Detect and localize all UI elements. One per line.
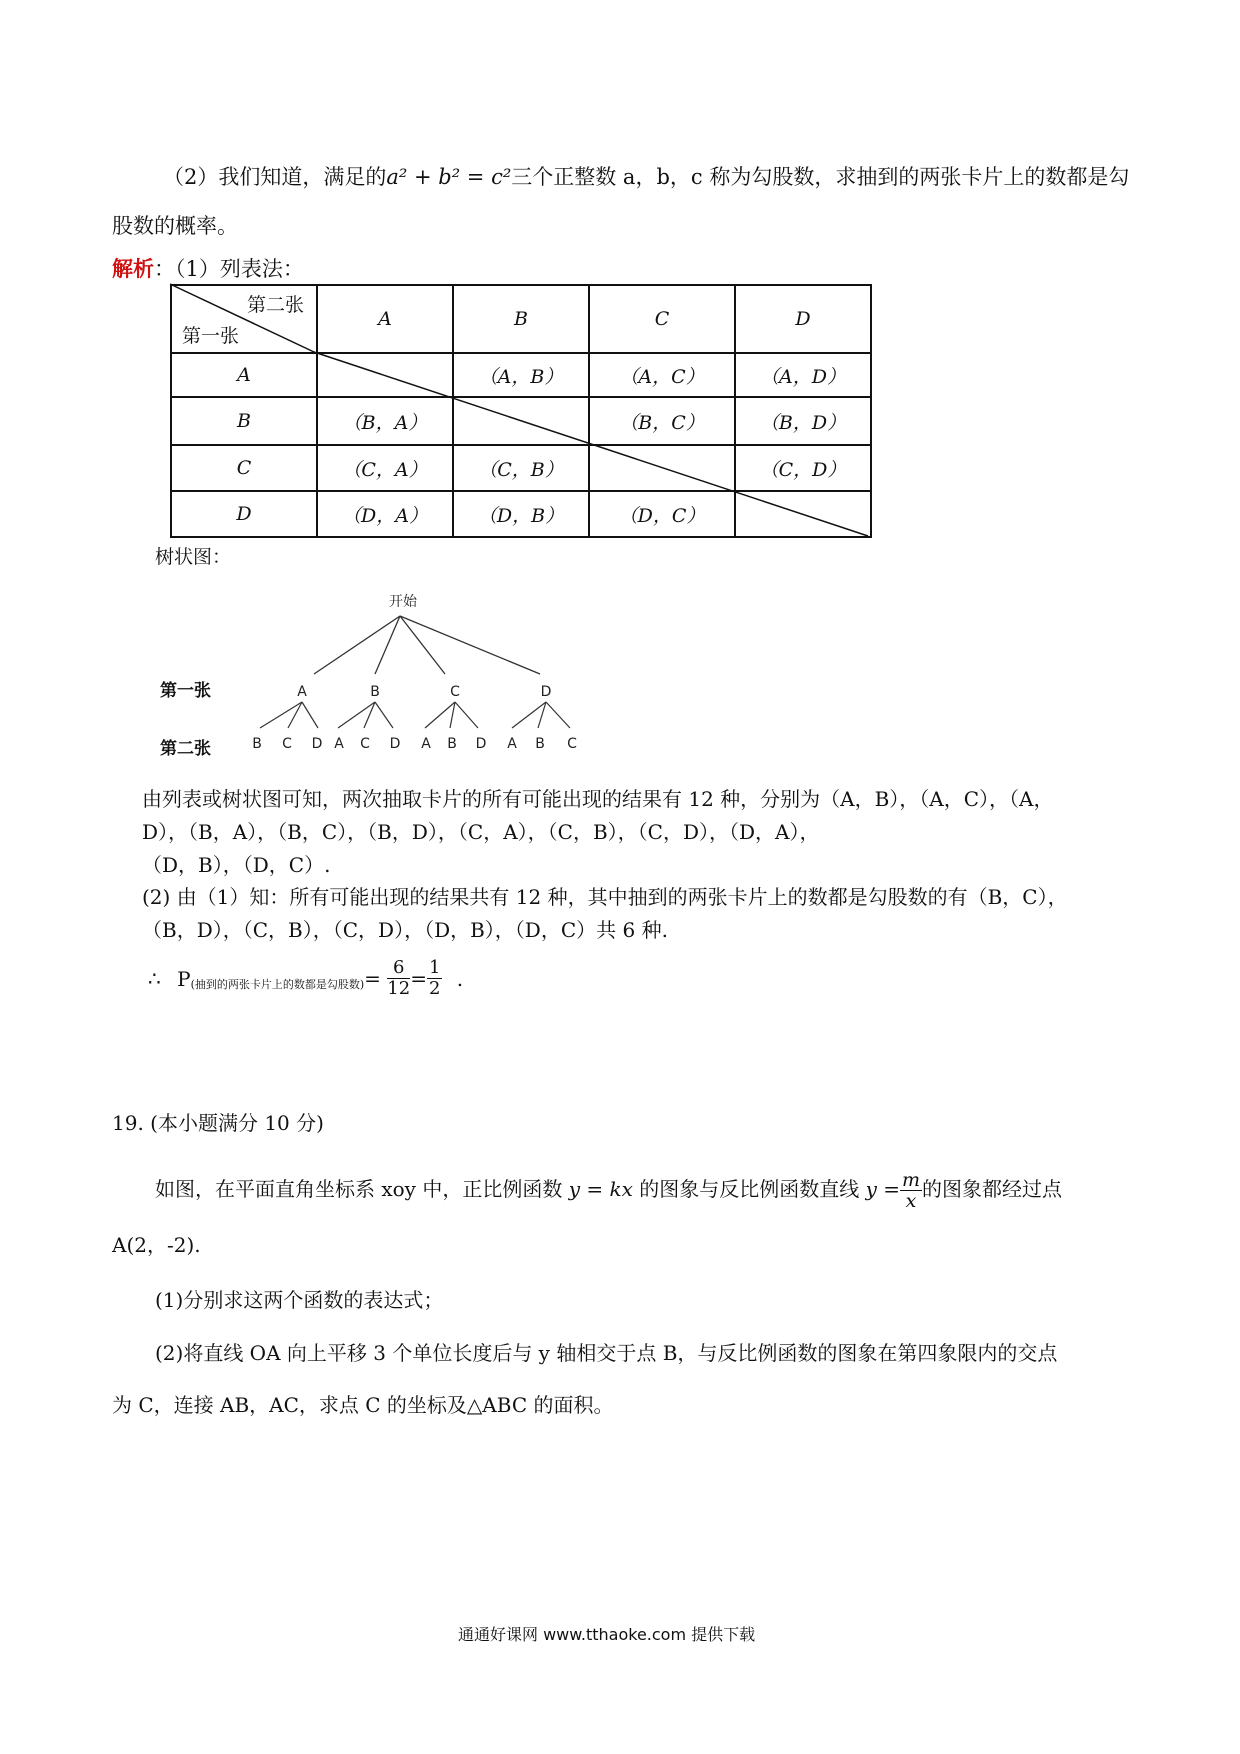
tree-diagram [240,580,620,760]
tree-node-first: D [540,684,552,700]
conclusion1-line1: 由列表或树状图可知，两次抽取卡片的所有可能出现的结果有 12 种，分别为（A，B），（A，C），（A， [142,787,1054,811]
q19-sub2-line2: 为 C，连接 AB，AC，求点 C 的坐标及△ABC 的面积。 [112,1393,614,1417]
table-cell: （A，C） [589,353,735,397]
table-row [171,397,871,445]
analysis-colon: ： [154,257,175,281]
tree-leaf: D [389,736,401,752]
period: . [456,966,464,991]
tree-node-first: A [297,684,307,700]
col-header: A [317,285,453,353]
q19-line1 [155,1170,1062,1211]
table-cell: （B，C） [589,397,735,445]
table-cell: （A，B） [453,353,589,397]
tree-root: 开始 [389,594,417,610]
table-cell: （D，B） [453,491,589,537]
q19-sub2-line1: (2)将直线 OA 向上平移 3 个单位长度后与 y 轴相交于点 B，与反比例函数的图象在第四象限内的交点 [155,1341,1058,1365]
q19-linear-function: y = kx [568,1177,633,1201]
header-first-card: 第一张 [182,325,240,347]
fraction-numerator: 6 [387,958,410,979]
table-cell: （C，A） [317,445,453,491]
page-footer: 通通好课网 www.tthaoke.com 提供下载 [458,1625,756,1644]
part2-prefix: （2）我们知道，满足的 [163,165,387,189]
fraction-one-half [427,958,442,999]
header-second-card: 第二张 [246,294,304,316]
table-cell: （D，C） [589,491,735,537]
q19-header: 19. (本小题满分 10 分) [112,1111,324,1135]
tree-level2-label: 第二张 [160,739,211,759]
table-cell: （B，A） [317,397,453,445]
row-header: C [171,445,317,491]
therefore-symbol: ∴ [148,966,161,991]
tree-leaf: B [252,736,262,752]
fraction-six-twelfths [387,958,410,999]
q19-inverse-lhs: y = [865,1177,901,1201]
tree-leaf: A [507,736,517,752]
table-cell: （B，D） [735,397,871,445]
probability-line [148,958,463,999]
q19-text-c: 的图象都经过点 [922,1177,1063,1201]
table-corner-cell [171,285,317,353]
table-cell [453,397,589,445]
row-header: B [171,397,317,445]
row-header: A [171,353,317,397]
q19-text-a: 如图，在平面直角坐标系 xoy 中，正比例函数 [155,1177,563,1201]
part2-suffix: 三个正整数 a，b，c 称为勾股数，求抽到的两张卡片上的数都是勾 [511,165,1130,189]
col-header: B [453,285,589,353]
table-cell [735,491,871,537]
tree-node-first: B [370,684,380,700]
table-row [171,353,871,397]
table-row [171,445,871,491]
table-cell: （C，B） [453,445,589,491]
probability-subscript: (抽到的两张卡片上的数都是勾股数) [190,978,365,991]
equals-sign: = [364,966,381,991]
q19-numerator: m [902,1169,921,1191]
fraction-numerator: 1 [428,957,441,978]
q19-denominator: x [905,1190,917,1212]
tree-node-first: C [450,684,460,700]
fraction-denominator: 12 [387,978,411,999]
conclusion2-line2: （B，D），（C，B），（C，D），（D，B），（D，C）共 6 种. [142,918,668,942]
row-header: D [171,491,317,537]
outcome-table [170,284,872,538]
tree-leaf: C [282,736,292,752]
conclusion2-line1: (2) 由（1）知：所有可能出现的结果共有 12 种，其中抽到的两张卡片上的数都是勾股数的有（B，C）， [142,885,1068,909]
probability-symbol: P [177,966,191,991]
table-cell: （D，A） [317,491,453,537]
col-header: D [735,285,871,353]
tree-leaf: B [535,736,545,752]
conclusion1-line3: （D，B），（D，C）. [142,853,331,877]
equals-sign: = [410,966,427,991]
fraction-denominator: 2 [428,978,441,999]
tree-leaf: A [334,736,344,752]
tree-level1-label: 第一张 [160,681,211,701]
method-table-label: （1）列表法： [175,257,304,281]
q19-sub1: (1)分别求这两个函数的表达式； [155,1288,444,1312]
table-cell [317,353,453,397]
tree-leaf: C [567,736,577,752]
q19-inverse-fraction [900,1170,922,1211]
part2-question-line2: 股数的概率。 [112,214,238,238]
conclusion1-line2: D），（B，A），（B，C），（B，D），（C，A），（C，B），（C，D），（D，A）， [142,820,820,844]
pythagorean-formula: a² + b² = c² [386,165,512,189]
q19-line2: A(2，-2). [112,1233,201,1257]
tree-leaf: D [311,736,323,752]
table-cell: （A，D） [735,353,871,397]
tree-leaf: C [360,736,370,752]
tree-leaf: B [447,736,457,752]
col-header: C [589,285,735,353]
table-row [171,491,871,537]
q19-text-b: 的图象与反比例函数直线 [639,1177,860,1201]
analysis-label: 解析 [112,256,154,281]
table-cell: （C，D） [735,445,871,491]
tree-caption: 树状图： [155,546,232,568]
table-cell [589,445,735,491]
tree-leaf: A [421,736,431,752]
tree-leaf: D [475,736,487,752]
